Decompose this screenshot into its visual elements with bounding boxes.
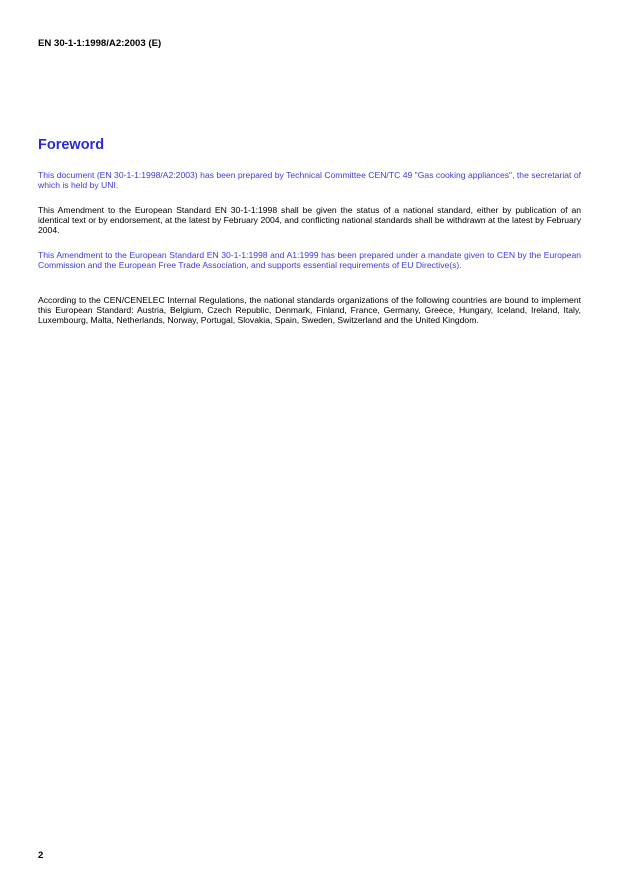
paragraph-mandate: This Amendment to the European Standard EN 30-1-1:1998 and A1:1999 has been prepared under a mandate given to CEN by the European Commission and the European Free Trade Association, and supports essential requirements of EU Directive(s).	[38, 250, 581, 271]
page-number: 2	[38, 850, 44, 861]
paragraph-national-status: This Amendment to the European Standard EN 30-1-1:1998 shall be given the status of a national standard, either by publication of an identical text or by endorsement, at the latest by February 2004, and conflicting national standards shall be withdrawn at the latest by February 2004.	[38, 205, 581, 236]
section-title: Foreword	[38, 137, 105, 153]
paragraph-implementing-countries: According to the CEN/CENELEC Internal Regulations, the national standards organizations of the following countries are bound to implement this European Standard: Austria, Belgium, Czech Republic, Denmark, Finland, France, Germany, Greece, Hungary, Iceland, Ireland, Italy, Luxembourg, Malta, Netherlands, Norway, Portugal, Slovakia, Spain, Sweden, Switzerland and the United Kingdom.	[38, 295, 581, 326]
paragraph-document-prepared: This document (EN 30-1-1:1998/A2:2003) has been prepared by Technical Committee CEN/TC 49 "Gas cooking appliances", the secretariat of which is held by UNI.	[38, 170, 581, 191]
document-header-id: EN 30-1-1:1998/A2:2003 (E)	[38, 38, 162, 49]
